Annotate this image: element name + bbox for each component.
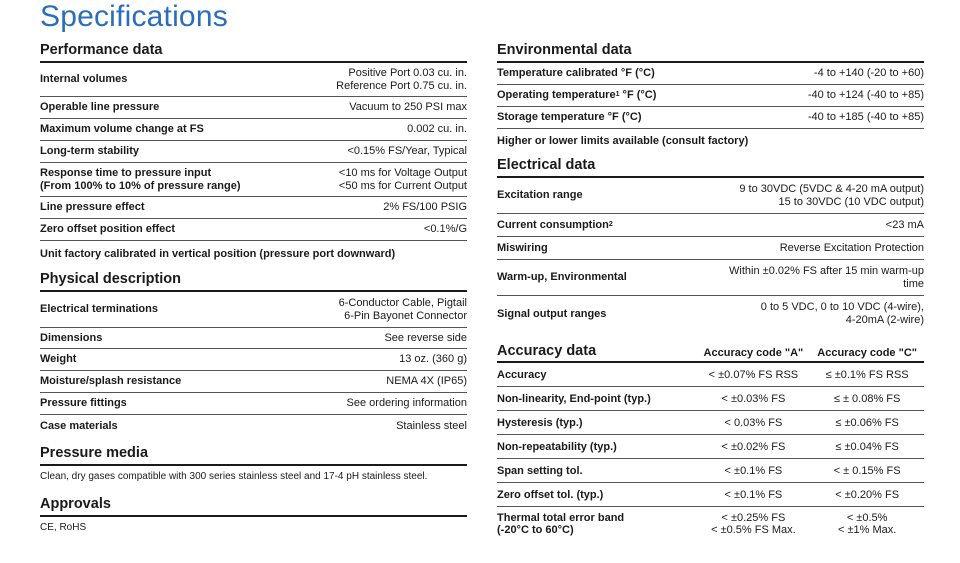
spec-row-internal-volumes (40, 63, 467, 97)
spec-label: Operating temperature$^1$ °F (°C) (497, 89, 657, 101)
spec-row-operating-temp (497, 85, 924, 107)
spec-label: Current consumption$^2$ (497, 218, 613, 231)
spec-value: Stainless steel (396, 419, 467, 432)
accuracy-row (497, 483, 924, 507)
spec-value: Within ±0.02% FS after 15 min warm-up time (729, 264, 924, 290)
spec-value: <0.1%/G (423, 223, 467, 235)
spec-row-operable-line-pressure (40, 97, 467, 119)
environmental-heading: Environmental data (497, 42, 924, 63)
accuracy-heading: Accuracy data (497, 343, 597, 359)
spec-label: Signal output ranges (497, 307, 607, 320)
spec-value: <10 ms for Voltage Output <50 ms for Current Output (338, 166, 467, 192)
spec-value: <23 mA (885, 218, 924, 231)
spec-value: 2% FS/100 PSIG (383, 201, 467, 213)
accuracy-value-c: < ±0.5% < ±1% Max. (837, 512, 897, 536)
spec-row-excitation-range (497, 178, 924, 214)
spec-label: Dimensions (40, 331, 103, 344)
accuracy-value-c: ≤ ±0.1% FS RSS (825, 368, 909, 381)
spec-value: 6-Conductor Cable, Pigtail 6-Pin Bayonet Connector (338, 296, 467, 322)
spec-label: Warm-up, Environmental (497, 271, 627, 283)
spec-value: -40 to +185 (-40 to +85) (807, 111, 924, 123)
spec-row-response-time (40, 163, 467, 197)
spec-value: 0.002 cu. in. (407, 123, 467, 135)
media-text: Clean, dry gases compatible with 300 series stainless steel and 17-4 pH stainless steel. (40, 471, 428, 482)
accuracy-value-c: ≤ ± 0.08% FS (833, 392, 901, 405)
spec-value: 0 to 5 VDC, 0 to 10 VDC (4-wire), 4-20mA (2-wire) (760, 301, 924, 326)
spec-value: -4 to +140 (-20 to +60) (813, 67, 924, 79)
spec-value: Vacuum to 250 PSI max (349, 101, 467, 113)
accuracy-value-a: < ±0.1% FS (724, 464, 783, 477)
spec-row-long-term-stability (40, 141, 467, 163)
spec-label: Weight (40, 353, 77, 365)
spec-row-temp-calibrated (497, 63, 924, 85)
accuracy-row (497, 411, 924, 435)
accuracy-row (497, 363, 924, 387)
accuracy-header (497, 337, 924, 363)
spec-label: Case materials (40, 419, 118, 432)
spec-row-storage-temp (497, 107, 924, 129)
accuracy-row (497, 507, 924, 541)
spec-row-pressure-fittings (40, 393, 467, 415)
calibration-note: Unit factory calibrated in vertical position (pressure port downward) (40, 248, 396, 260)
spec-value: NEMA 4X (IP65) (386, 375, 467, 387)
accuracy-value-a: < ±0.02% FS (721, 440, 786, 453)
spec-value: See reverse side (384, 331, 467, 344)
accuracy-label: Hysteresis (typ.) (497, 416, 583, 429)
accuracy-row (497, 459, 924, 483)
accuracy-value-a: < ±0.07% FS RSS (708, 368, 799, 381)
spec-label: Excitation range (497, 189, 583, 201)
spec-label: Response time to pressure input (From 100% to 10% of pressure range) (40, 166, 241, 192)
accuracy-label: Span setting tol. (497, 464, 583, 477)
spec-value: See ordering information (346, 397, 467, 409)
approvals-text: CE, RoHS (40, 522, 87, 533)
spec-label: Temperature calibrated °F (°C) (497, 67, 655, 79)
spec-label: Moisture/splash resistance (40, 375, 182, 387)
page-title: Specifications (40, 0, 228, 33)
spec-label: Miswiring (497, 241, 548, 254)
accuracy-row (497, 387, 924, 411)
accuracy-value-c: ≤ ±0.04% FS (835, 440, 899, 453)
approvals-heading: Approvals (40, 496, 467, 517)
physical-heading: Physical description (40, 271, 467, 292)
spec-label: Pressure fittings (40, 397, 127, 409)
spec-row-warm-up (497, 260, 924, 296)
accuracy-value-a: < ±0.03% FS (721, 392, 786, 405)
spec-label: Operable line pressure (40, 101, 160, 113)
accuracy-label: Zero offset tol. (typ.) (497, 488, 604, 501)
spec-value: -40 to +124 (-40 to +85) (807, 89, 924, 101)
spec-label: Long-term stability (40, 145, 140, 157)
accuracy-value-a: < ±0.25% FS < ±0.5% FS Max. (711, 512, 796, 536)
spec-value: 13 oz. (360 g) (399, 353, 467, 365)
spec-row-line-pressure-effect (40, 197, 467, 219)
spec-value: 9 to 30VDC (5VDC & 4-20 mA output) 15 to 30VDC (10 VDC output) (739, 182, 924, 208)
spec-label: Zero offset position effect (40, 223, 176, 235)
accuracy-label: Non-linearity, End-point (typ.) (497, 392, 651, 405)
spec-row-miswiring (497, 237, 924, 260)
spec-row-max-volume-change (40, 119, 467, 141)
accuracy-value-a: < 0.03% FS (724, 416, 783, 429)
spec-label: Internal volumes (40, 73, 128, 85)
electrical-heading: Electrical data (497, 157, 924, 178)
spec-label: Maximum volume change at FS (40, 123, 204, 135)
right-column (497, 42, 924, 541)
spec-row-weight (40, 349, 467, 371)
accuracy-row (497, 435, 924, 459)
spec-label: Storage temperature °F (°C) (497, 111, 642, 123)
accuracy-value-c: < ±0.20% FS (835, 488, 900, 501)
media-heading: Pressure media (40, 445, 467, 466)
spec-row-current-consumption (497, 214, 924, 237)
spec-value: Positive Port 0.03 cu. in. Reference Port 0.75 cu. in. (336, 66, 467, 92)
spec-row-dimensions (40, 328, 467, 349)
spec-value: Reverse Excitation Protection (779, 241, 924, 254)
accuracy-col-c-header: Accuracy code "C" (817, 347, 917, 359)
spec-value: <0.15% FS/Year, Typical (347, 145, 467, 157)
spec-label: Electrical terminations (40, 303, 158, 315)
spec-row-zero-offset-position (40, 219, 467, 241)
accuracy-value-a: < ±0.1% FS (724, 488, 783, 501)
spec-row-moisture-resistance (40, 371, 467, 393)
accuracy-label: Accuracy (497, 368, 547, 381)
left-column (40, 42, 467, 533)
spec-row-case-materials (40, 415, 467, 437)
spec-row-electrical-terminations (40, 292, 467, 328)
accuracy-value-c: ≤ ±0.06% FS (835, 416, 899, 429)
accuracy-col-a-header: Accuracy code "A" (703, 347, 804, 359)
spec-row-signal-output (497, 296, 924, 332)
accuracy-value-c: < ± 0.15% FS (833, 464, 901, 477)
environmental-note: Higher or lower limits available (consult factory) (497, 135, 749, 147)
accuracy-label: Non-repeatability (typ.) (497, 440, 617, 453)
accuracy-label: Thermal total error band (-20°C to 60°C) (497, 512, 625, 536)
spec-label: Line pressure effect (40, 201, 145, 213)
performance-heading: Performance data (40, 42, 467, 63)
